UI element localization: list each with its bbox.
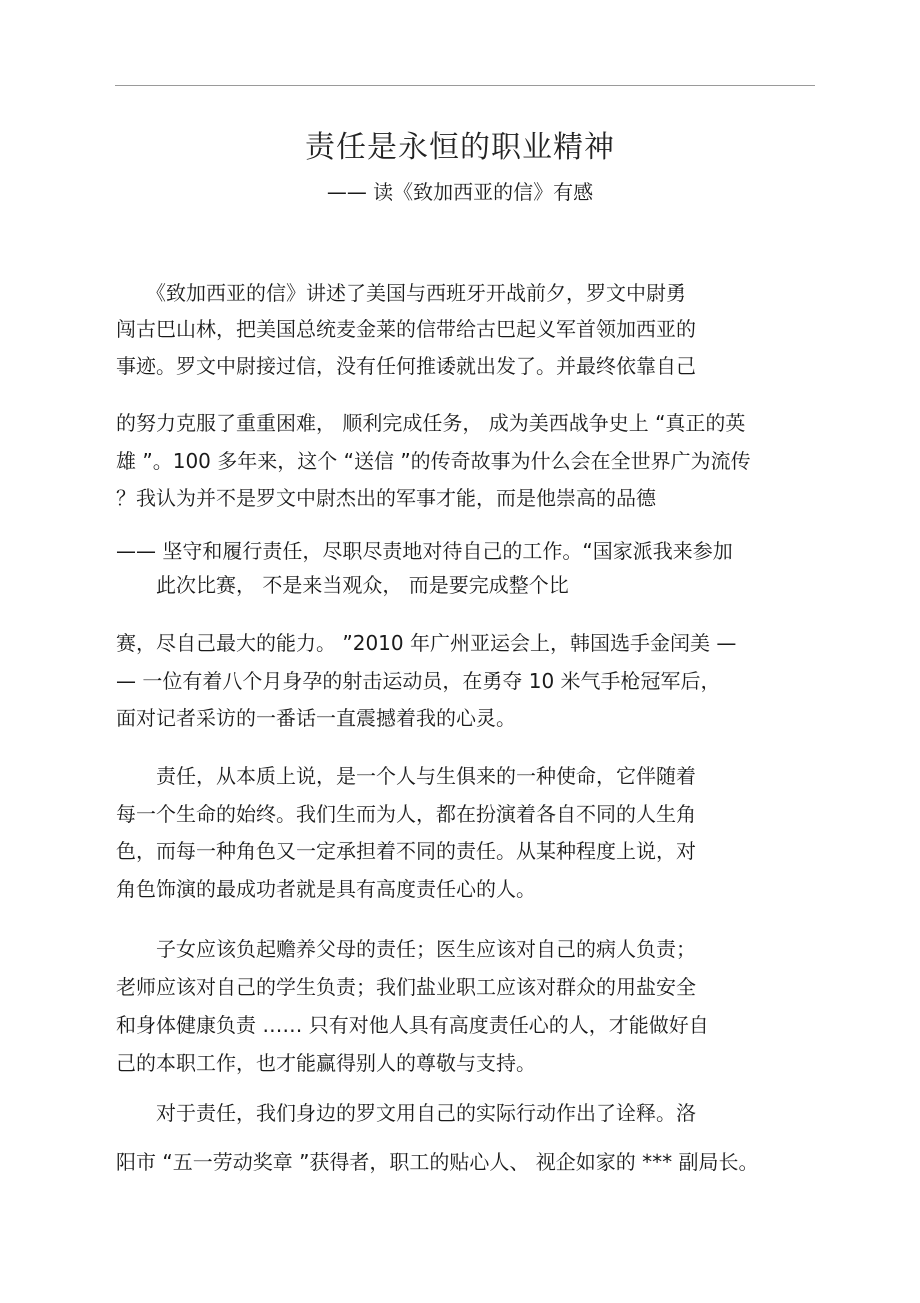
text-line: 色，而每一种角色又一定承担着不同的责任。从某种程度上说，对	[116, 839, 696, 863]
text-line: 赛，尽自己最大的能力。 ”2010 年广州亚运会上，韩国选手金闰美 —	[116, 631, 737, 655]
text-line: 己的本职工作，也才能赢得别人的尊敬与支持。	[116, 1051, 536, 1075]
text-line: 和身体健康负责 …… 只有对他人具有高度责任心的人，才能做好自	[116, 1013, 709, 1037]
text-line: 《致加西亚的信》讲述了美国与西班牙开战前夕，罗文中尉勇	[116, 281, 686, 305]
text-line: 子女应该负起赡养父母的责任；医生应该对自己的病人负责；	[116, 937, 696, 961]
text-line: ？我认为并不是罗文中尉杰出的军事才能，而是他崇高的品德	[116, 486, 656, 510]
text-line: — 一位有着八个月身孕的射击运动员，在勇夺 10 米气手枪冠军后，	[116, 669, 721, 693]
text-line: 此次比赛， 不是来当观众， 而是要完成整个比	[116, 573, 569, 597]
text-line: 阳市 “五一劳动奖章 ”获得者，职工的贴心人、 视企如家的 *** 副局长。	[116, 1150, 759, 1174]
header-rule	[115, 85, 815, 86]
text-line: 面对记者采访的一番话一直震撼着我的心灵。	[116, 706, 516, 730]
text-line: 闯古巴山林，把美国总统麦金莱的信带给古巴起义军首领加西亚的	[116, 317, 696, 341]
text-line: 事迹。罗文中尉接过信，没有任何推诿就出发了。并最终依靠自己	[116, 354, 696, 378]
text-line: 老师应该对自己的学生负责；我们盐业职工应该对群众的用盐安全	[116, 975, 696, 999]
text-line: 责任，从本质上说，是一个人与生俱来的一种使命，它伴随着	[116, 764, 696, 788]
document-subtitle: —— 读《致加西亚的信》有感	[326, 180, 594, 204]
text-line: 雄 ”。100 多年来，这个 “送信 ”的传奇故事为什么会在全世界广为流传	[116, 449, 751, 473]
text-line: 的努力克服了重重困难， 顺利完成任务， 成为美西战争史上 “真正的英	[116, 411, 746, 435]
text-line: 角色饰演的最成功者就是具有高度责任心的人。	[116, 877, 536, 901]
text-line: 每一个生命的始终。我们生而为人，都在扮演着各自不同的人生角	[116, 802, 696, 826]
text-line: 对于责任，我们身边的罗文用自己的实际行动作出了诠释。洛	[116, 1101, 696, 1125]
document-title: 责任是永恒的职业精神	[305, 130, 615, 165]
text-line: —— 坚守和履行责任，尽职尽责地对待自己的工作。“国家派我来参加	[116, 539, 733, 563]
